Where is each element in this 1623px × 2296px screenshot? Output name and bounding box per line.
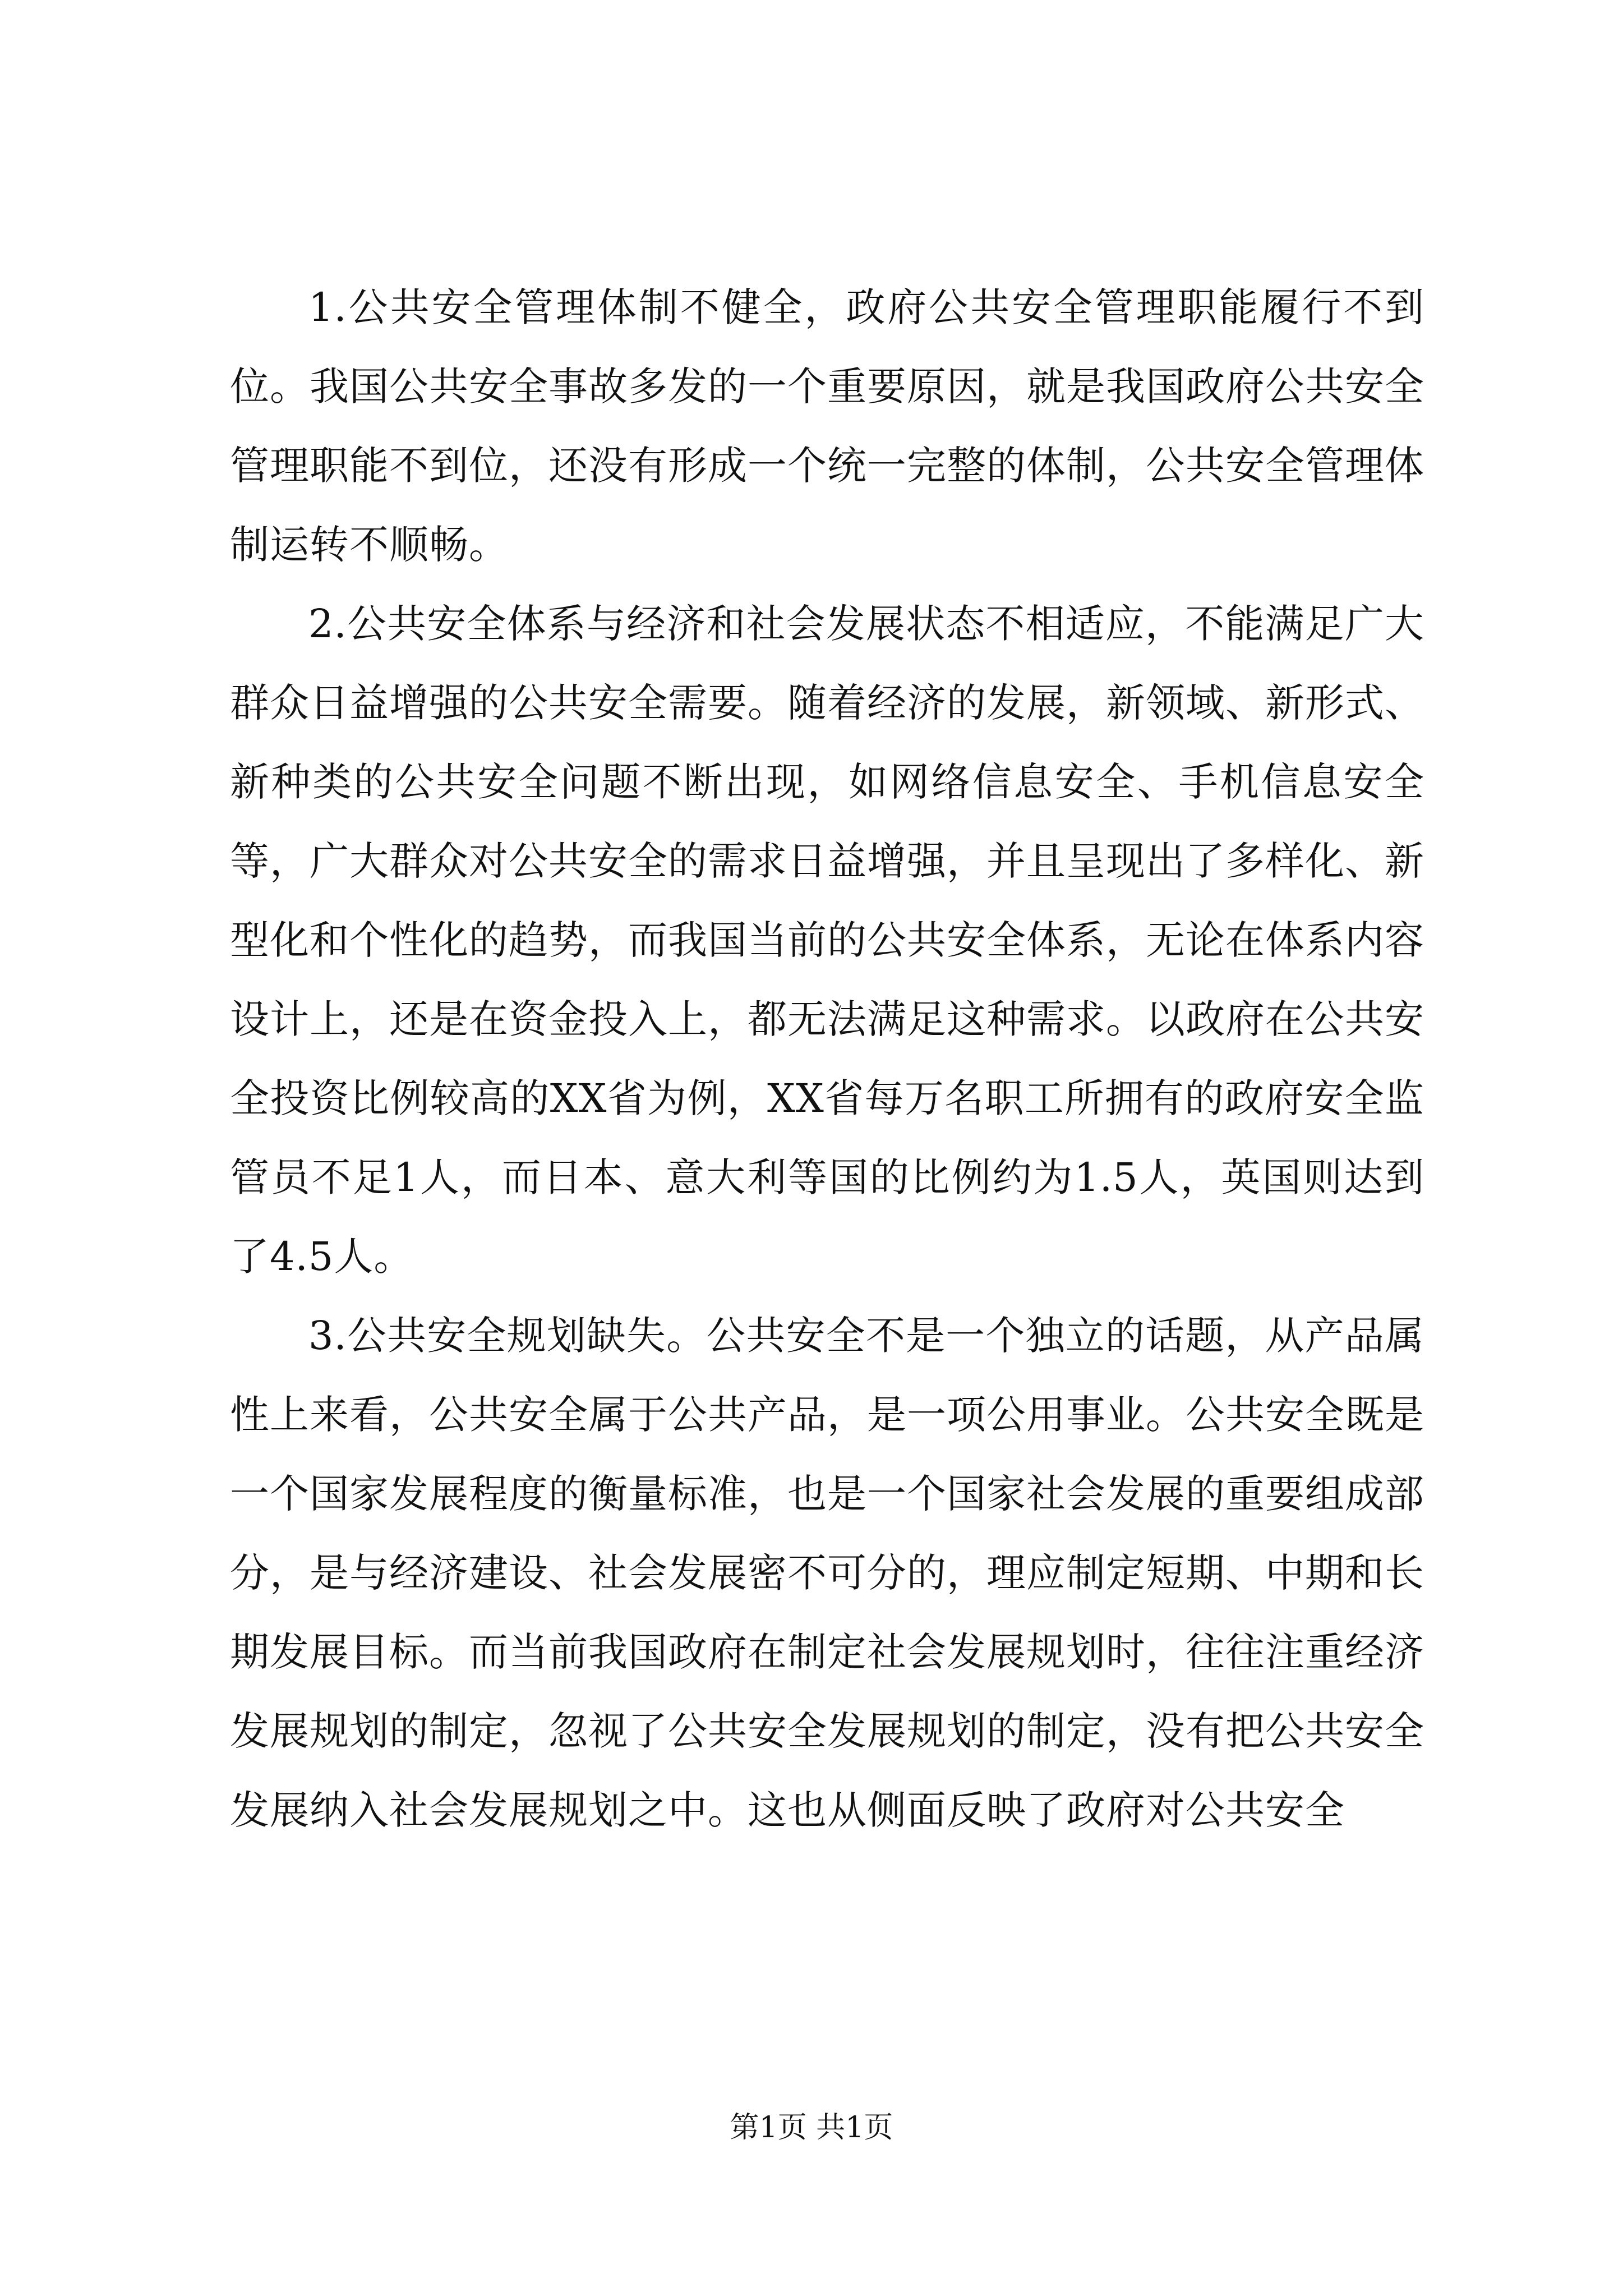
document-body bbox=[230, 268, 1424, 1850]
paragraph-2: 2.公共安全体系与经济和社会发展状态不相适应，不能满足广大群众日益增强的公共安全需要。随着经济的发展，新领域、新形式、新种类的公共安全问题不断出现，如网络信息安全、手机信息安全等，广大群众对公共安全的需求日益增强，并且呈现出了多样化、新型化和个性化的趋势，而我国当前的公共安全体系，无论在体系内容设计上，还是在资金投入上，都无法满足这种需求。以政府在公共安全投资比例较高的XX省为例，XX省每万名职工所拥有的政府安全监管员不足1人，而日本、意大利等国的比例约为1.5人，英国则达到了4.5人。 bbox=[230, 601, 1424, 1280]
page-footer: 第1页 共1页 bbox=[730, 2111, 893, 2145]
paragraph-3: 3.公共安全规划缺失。公共安全不是一个独立的话题，从产品属性上来看，公共安全属于公共产品，是一项公用事业。公共安全既是一个国家发展程度的衡量标准，也是一个国家社会发展的重要组成部分，是与经济建设、社会发展密不可分的，理应制定短期、中期和长期发展目标。而当前我国政府在制定社会发展规划时，往往注重经济发展规划的制定，忽视了公共安全发展规划的制定，没有把公共安全发展纳入社会发展规划之中。这也从侧面反映了政府对公共安全 bbox=[230, 1313, 1424, 1833]
paragraph-1: 1.公共安全管理体制不健全，政府公共安全管理职能履行不到位。我国公共安全事故多发的一个重要原因，就是我国政府公共安全管理职能不到位，还没有形成一个统一完整的体制，公共安全管理体制运转不顺畅。 bbox=[230, 284, 1424, 568]
